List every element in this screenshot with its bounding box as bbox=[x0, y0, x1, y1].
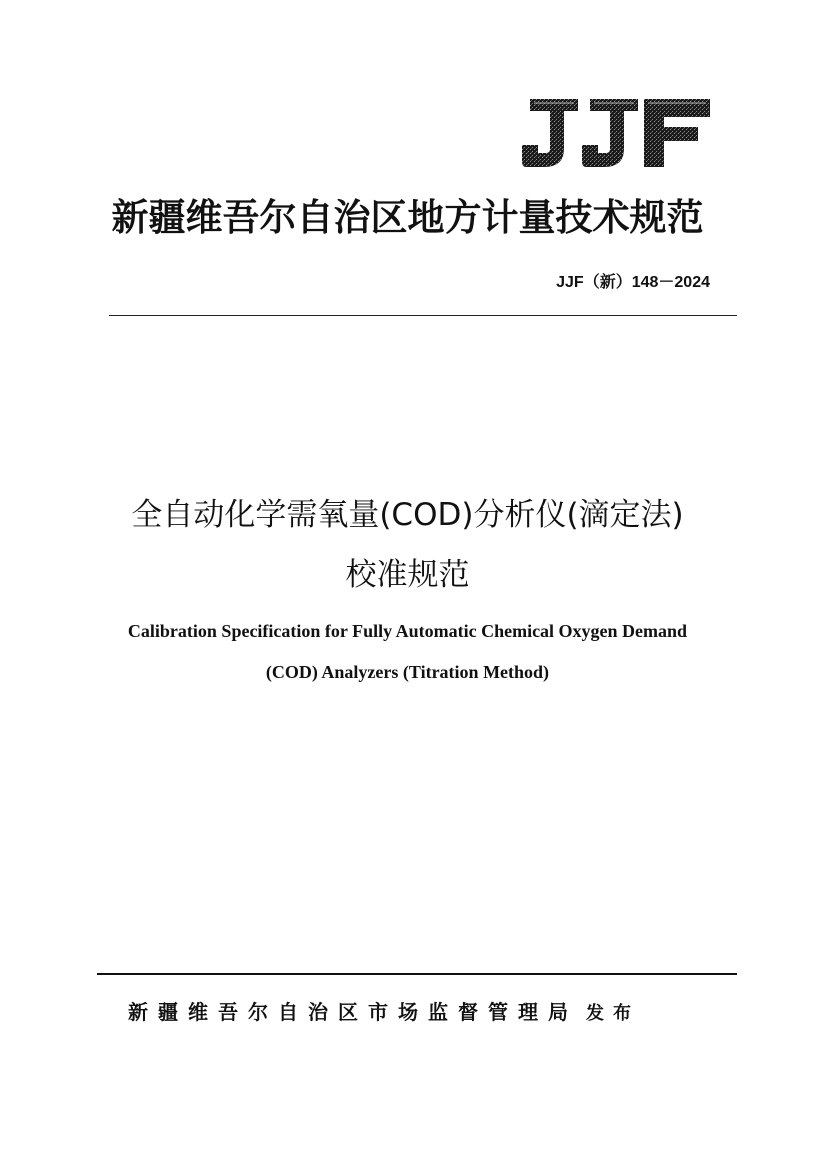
footer-divider bbox=[97, 973, 737, 975]
standard-number: JJF（新）148－2024 bbox=[556, 274, 710, 291]
title-cn-line2: 校准规范 bbox=[345, 557, 470, 593]
jjf-logo-icon bbox=[520, 95, 712, 171]
title-cn-line1: 全自动化学需氧量(COD)分析仪(滴定法) bbox=[131, 497, 684, 533]
authority-title: 新疆维吾尔自治区地方计量技术规范 bbox=[111, 195, 704, 239]
title-en-line1: Calibration Specification for Fully Automatic Chemical Oxygen Demand bbox=[127, 621, 688, 641]
publish-verb: 发布 bbox=[586, 1003, 640, 1024]
publisher-name: 新疆维吾尔自治区市场监督管理局 bbox=[128, 1000, 578, 1024]
header-divider bbox=[109, 315, 737, 316]
title-en-line2: (COD) Analyzers (Titration Method) bbox=[265, 662, 550, 682]
jjf-logo bbox=[520, 95, 712, 171]
publisher-line bbox=[128, 998, 640, 1028]
